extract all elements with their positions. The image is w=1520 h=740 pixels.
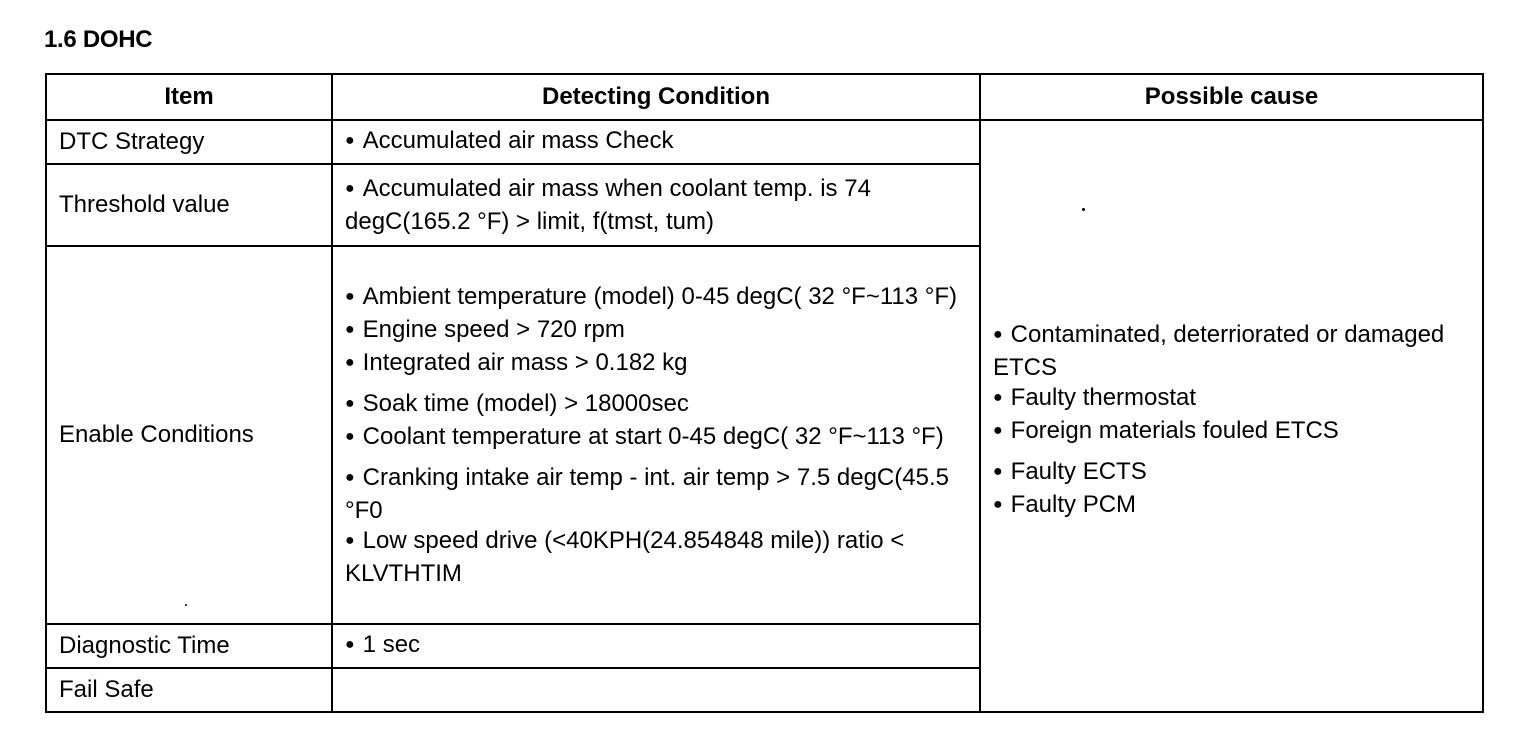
table-header-row <box>46 74 1483 120</box>
condition-text: ● Accumulated air mass Check <box>345 126 967 159</box>
condition-text: ● Soak time (model) > 18000sec <box>345 389 967 422</box>
row-item-label: Diagnostic Time <box>46 624 332 668</box>
cause-text: ● Faulty thermostat <box>993 383 1470 416</box>
condition-cell <box>332 624 980 668</box>
condition-cell-empty <box>332 668 980 712</box>
scan-speck <box>185 604 187 606</box>
possible-cause-cell <box>980 120 1483 712</box>
table-row <box>46 120 1483 164</box>
section-title: 1.6 DOHC <box>44 26 153 53</box>
condition-text: ● 1 sec <box>345 630 967 663</box>
condition-cell <box>332 164 980 246</box>
dtc-table <box>45 73 1484 713</box>
cause-text: ● Foreign materials fouled ETCS <box>993 416 1470 449</box>
condition-text: ● Integrated air mass > 0.182 kg <box>345 348 967 381</box>
condition-text: ● Ambient temperature (model) 0-45 degC( 32 °F~113 °F) <box>345 282 967 315</box>
condition-text: ● Accumulated air mass when coolant temp. is 74 degC(165.2 °F) > limit, f(tmst, tum) <box>345 174 967 237</box>
condition-cell <box>332 246 980 624</box>
condition-text: ● Cranking intake air temp - int. air temp > 7.5 degC(45.5 °F0 <box>345 463 967 526</box>
header-possible-cause: Possible cause <box>980 74 1483 120</box>
header-detecting-condition: Detecting Condition <box>332 74 980 120</box>
condition-cell <box>332 120 980 164</box>
scan-speck <box>1082 208 1085 211</box>
header-item: Item <box>46 74 332 120</box>
cause-text: ● Contaminated, deterriorated or damaged ETCS <box>993 320 1470 383</box>
row-item-label: Enable Conditions <box>46 246 332 624</box>
row-item-label: Fail Safe <box>46 668 332 712</box>
condition-text: ● Low speed drive (<40KPH(24.854848 mile)) ratio < KLVTHTIM <box>345 526 967 589</box>
cause-text: ● Faulty ECTS <box>993 457 1470 490</box>
row-item-label: DTC Strategy <box>46 120 332 164</box>
cause-text: ● Faulty PCM <box>993 490 1470 523</box>
condition-text: ● Coolant temperature at start 0-45 degC( 32 °F~113 °F) <box>345 422 967 455</box>
condition-text: ● Engine speed > 720 rpm <box>345 315 967 348</box>
row-item-label: Threshold value <box>46 164 332 246</box>
